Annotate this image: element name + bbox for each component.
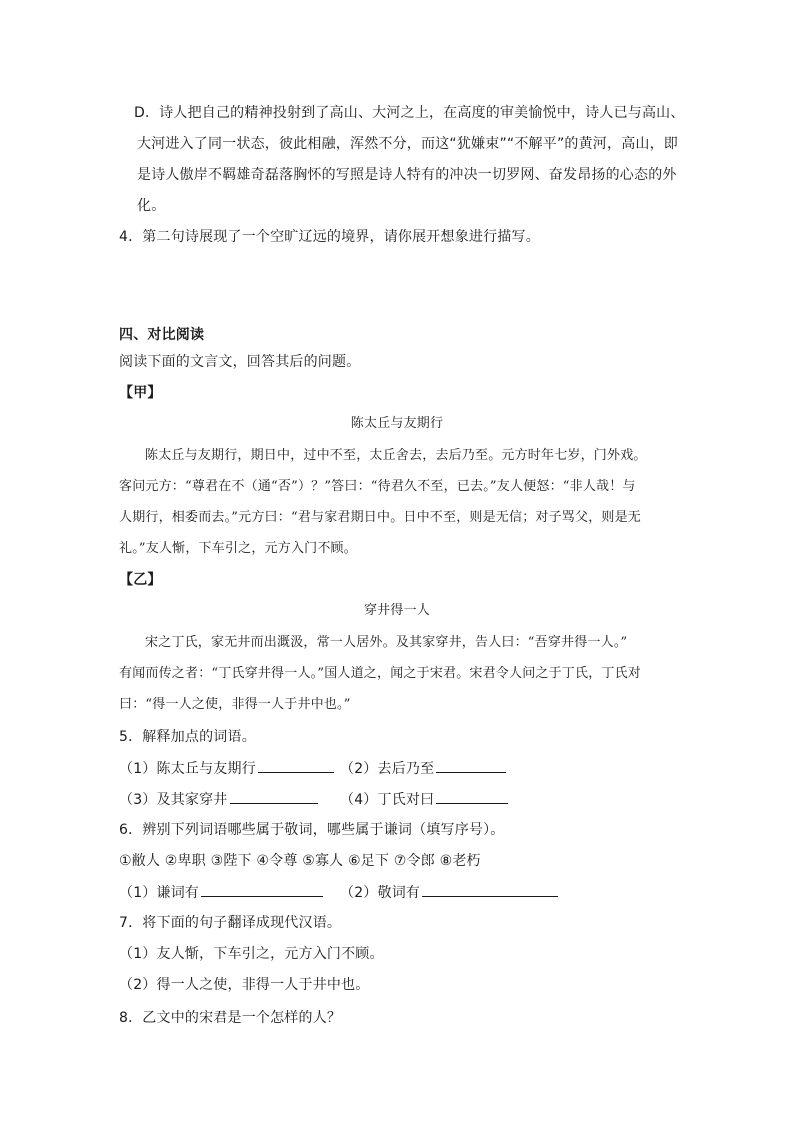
question-6-title: 6．辨别下列词语哪些属于敬词，哪些属于谦词（填写序号）。 xyxy=(119,822,505,838)
passage-yi-line-2: 有闻而传之者：“丁氏穿井得一人。”国人道之，闻之于宋君。宋君令人问之于丁氏，丁氏对 xyxy=(119,666,641,681)
question-6-options: ①敝人 ②卑职 ③陛下 ④令尊 ⑤寡人 ⑥足下 ⑦令郎 ⑧老朽 xyxy=(119,853,481,869)
q5-item-3-blank[interactable] xyxy=(230,789,318,804)
section-4-title: 四、对比阅读 xyxy=(119,327,205,343)
passage-jia-line-1: 陈太丘与友期行，期日中，过中不至，太丘舍去，去后乃至。元方时年七岁，门外戏。 xyxy=(145,448,647,463)
option-d-line-3: 是诗人傲岸不羁雄奇磊落胸怀的写照是诗人特有的冲决一切罗网、奋发昂扬的心态的外 xyxy=(137,167,677,183)
question-7-item-1: （1）友人惭，下车引之，元方入门不顾。 xyxy=(119,946,384,962)
q5-item-4-label: （4）丁氏对曰 xyxy=(340,792,435,808)
q5-item-2-blank[interactable] xyxy=(436,758,506,773)
q5-item-1-blank[interactable] xyxy=(258,758,334,773)
option-d-line-1: D．诗人把自己的精神投射到了高山、大河之上，在高度的审美愉悦中，诗人已与高山、 xyxy=(134,105,685,121)
option-d-line-2: 大河进入了同一状态，彼此相融，浑然不分，而这“犹嫌束”“不解平”的黄河，高山，即 xyxy=(137,136,679,152)
q5-item-4-blank[interactable] xyxy=(436,789,508,804)
passage-yi-line-3: 曰：“得一人之使，非得一人于井中也。” xyxy=(119,697,351,712)
section-4-instruction: 阅读下面的文言文，回答其后的问题。 xyxy=(119,354,361,370)
passage-yi-title: 穿井得一人 xyxy=(363,603,430,618)
question-5-row-1 xyxy=(119,758,334,779)
question-5-title: 5．解释加点的词语。 xyxy=(119,729,256,745)
passage-jia-line-2: 客问元方：“尊君在不（通“否”）？”答曰：“待君久不至，已去。”友人便怒：“非人哉！与 xyxy=(119,479,636,494)
question-8: 8．乙文中的宋君是一个怎样的人？ xyxy=(119,1010,342,1026)
q6-item-1-blank[interactable] xyxy=(201,882,323,897)
q6-item-2-label: （2）敬词有 xyxy=(340,885,421,901)
passage-yi-label: 【乙】 xyxy=(119,572,162,588)
passage-jia-line-4: 礼。”友人惭，下车引之，元方入门不顾。 xyxy=(119,541,357,556)
question-4: 4．第二句诗展现了一个空旷辽远的境界，请你展开想象进行描写。 xyxy=(119,229,540,245)
question-6-row-1 xyxy=(119,882,323,903)
q6-item-2-blank[interactable] xyxy=(422,882,558,897)
passage-jia-line-3: 人期行，相委而去。”元方曰：“君与家君期日中。日中不至，则是无信；对子骂父，则是无 xyxy=(119,510,641,525)
question-5-row-2b xyxy=(340,789,508,810)
passage-yi-line-1: 宋之丁氏，家无井而出溉汲，常一人居外。及其家穿井，告人曰：“吾穿井得一人。” xyxy=(145,635,628,650)
q6-item-1-label: （1）谦词有 xyxy=(119,885,200,901)
question-6-row-1b xyxy=(340,882,558,903)
q5-item-3-label: （3）及其家穿井 xyxy=(119,792,228,808)
q5-item-2-label: （2）去后乃至 xyxy=(340,761,435,777)
passage-jia-label: 【甲】 xyxy=(119,385,162,401)
option-d-line-4: 化。 xyxy=(137,198,166,214)
question-5-row-2 xyxy=(119,789,318,810)
question-7-item-2: （2）得一人之使，非得一人于井中也。 xyxy=(119,977,370,993)
passage-jia-title: 陈太丘与友期行 xyxy=(350,416,444,431)
question-7-title: 7．将下面的句子翻译成现代汉语。 xyxy=(119,915,342,931)
question-5-row-1b xyxy=(340,758,506,779)
q5-item-1-label: （1）陈太丘与友期行 xyxy=(119,761,256,777)
